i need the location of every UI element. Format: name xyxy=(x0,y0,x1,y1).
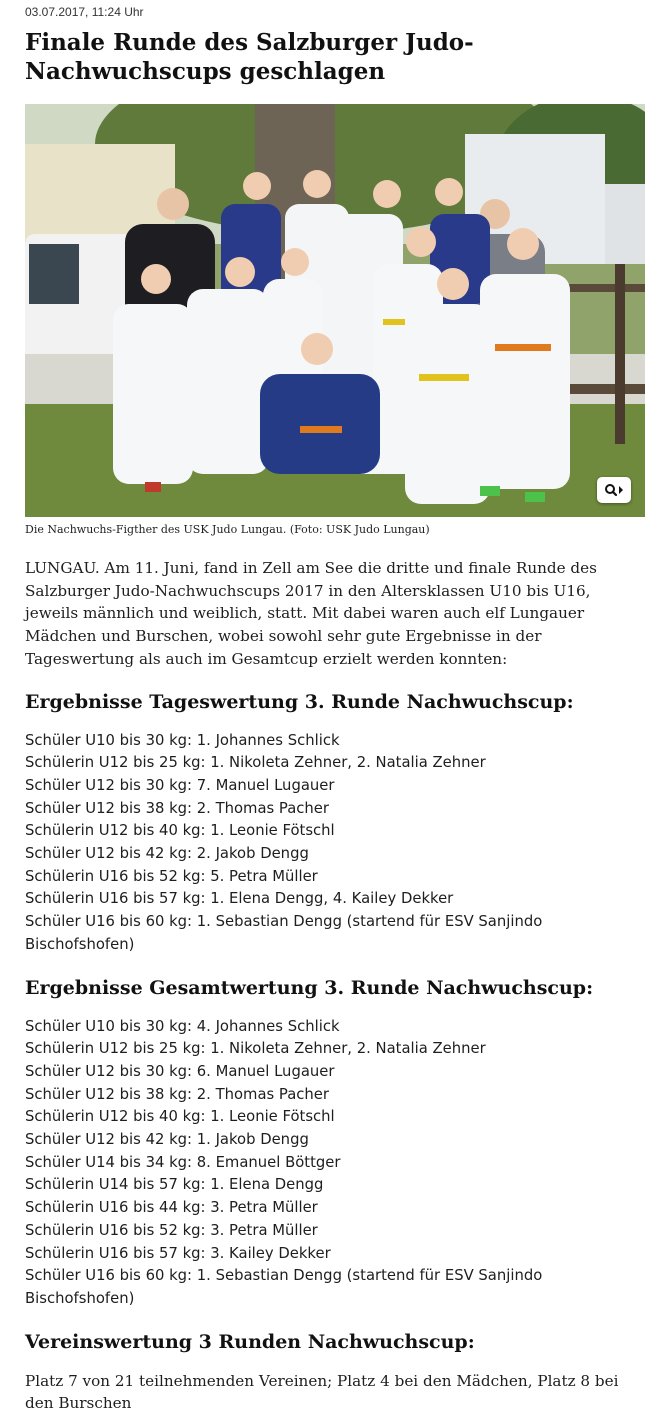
article-headline: Finale Runde des Salzburger Judo-Nachwuchscups geschlagen xyxy=(25,29,474,85)
section-heading-tageswertung: Ergebnisse Tageswertung 3. Runde Nachwuchscup: xyxy=(25,690,574,713)
results-list-gesamtwertung xyxy=(25,1016,645,1311)
club-ranking-text: Platz 7 von 21 teilnehmenden Vereinen; Platz 4 bei den Mädchen, Platz 8 bei den Burschen xyxy=(25,1371,619,1413)
list-item: Schüler U12 bis 30 kg: 6. Manuel Lugauer xyxy=(25,1062,335,1080)
list-item: Schülerin U12 bis 25 kg: 1. Nikoleta Zehner, 2. Natalia Zehner xyxy=(25,754,486,772)
list-item: Schüler U12 bis 38 kg: 2. Thomas Pacher xyxy=(25,1085,329,1103)
image-zoom-button[interactable] xyxy=(597,477,631,503)
list-item: Schülerin U16 bis 57 kg: 3. Kailey Dekker xyxy=(25,1244,331,1262)
list-item: Schülerin U12 bis 40 kg: 1. Leonie Fötschl xyxy=(25,822,335,840)
list-item: Schüler U14 bis 34 kg: 8. Emanuel Böttger xyxy=(25,1153,341,1171)
list-item: Schüler U12 bis 42 kg: 1. Jakob Dengg xyxy=(25,1131,309,1149)
judo-team-photo xyxy=(25,104,645,517)
article-intro: LUNGAU. Am 11. Juni, fand in Zell am See die dritte und finale Runde des Salzburger Judo-Nachwuchscups 2017 in den Altersklassen U10 bis U16, jeweils männlich und weiblich, statt. Mit dabei waren auch elf Lungauer Mädchen und Burschen, wobei sowohl sehr gute Ergebnisse in der Tageswertung als auch im Gesamtcup erzielt werden konnten: xyxy=(25,559,597,668)
list-item: Schülerin U16 bis 57 kg: 1. Elena Dengg, 4. Kailey Dekker xyxy=(25,890,454,908)
article-timestamp: 03.07.2017, 11:24 Uhr xyxy=(25,5,144,19)
list-item: Schüler U12 bis 30 kg: 7. Manuel Lugauer xyxy=(25,776,335,794)
article-photo[interactable] xyxy=(25,104,645,517)
search-plus-icon xyxy=(604,483,624,497)
list-item: Schüler U10 bis 30 kg: 1. Johannes Schlick xyxy=(25,731,340,749)
list-item: Schüler U12 bis 38 kg: 2. Thomas Pacher xyxy=(25,799,329,817)
results-list-tageswertung xyxy=(25,730,645,957)
list-item: Schüler U10 bis 30 kg: 4. Johannes Schlick xyxy=(25,1017,340,1035)
image-caption: Die Nachwuchs-Figther des USK Judo Lungau. (Foto: USK Judo Lungau) xyxy=(25,523,430,536)
list-item: Schülerin U16 bis 52 kg: 5. Petra Müller xyxy=(25,867,318,885)
list-item: Schüler U16 bis 60 kg: 1. Sebastian Dengg (startend für ESV Sanjindo Bischofshofen) xyxy=(25,913,543,953)
list-item: Schüler U12 bis 42 kg: 2. Jakob Dengg xyxy=(25,845,309,863)
section-heading-vereinswertung: Vereinswertung 3 Runden Nachwuchscup: xyxy=(25,1330,475,1353)
list-item: Schülerin U14 bis 57 kg: 1. Elena Dengg xyxy=(25,1176,324,1194)
list-item: Schülerin U12 bis 25 kg: 1. Nikoleta Zehner, 2. Natalia Zehner xyxy=(25,1040,486,1058)
list-item: Schüler U16 bis 60 kg: 1. Sebastian Dengg (startend für ESV Sanjindo Bischofshofen) xyxy=(25,1267,543,1307)
list-item: Schülerin U16 bis 52 kg: 3. Petra Müller xyxy=(25,1221,318,1239)
section-heading-gesamtwertung: Ergebnisse Gesamtwertung 3. Runde Nachwuchscup: xyxy=(25,976,594,999)
list-item: Schülerin U12 bis 40 kg: 1. Leonie Fötschl xyxy=(25,1108,335,1126)
list-item: Schülerin U16 bis 44 kg: 3. Petra Müller xyxy=(25,1199,318,1217)
